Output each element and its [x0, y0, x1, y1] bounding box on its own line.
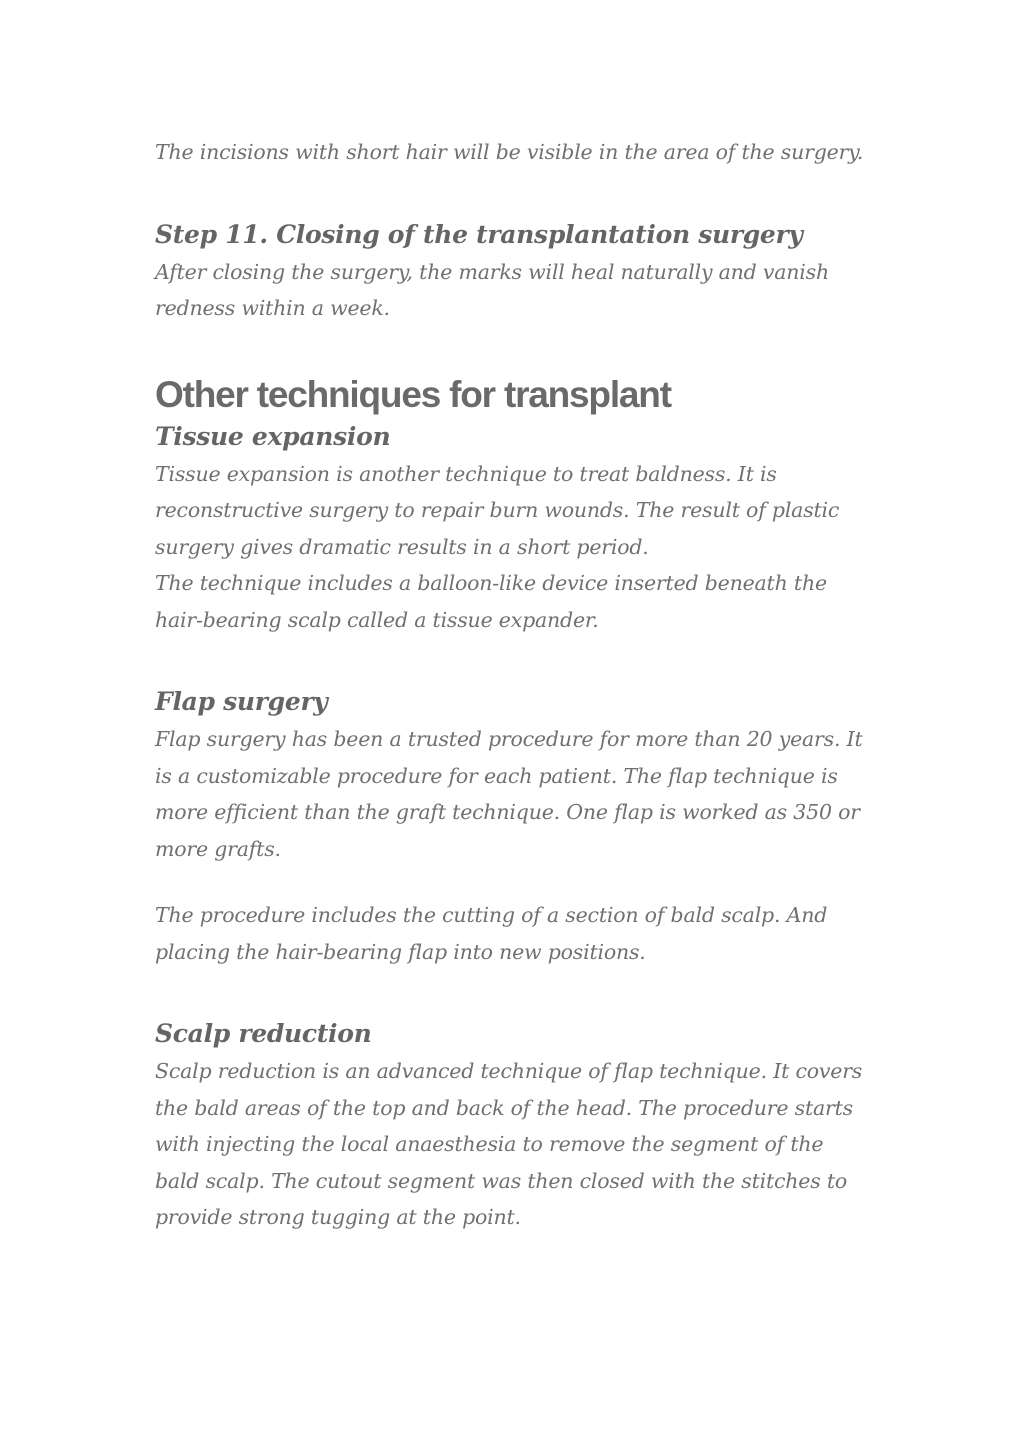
intro-paragraph: The incisions with short hair will be visible in the area of the surgery. — [155, 140, 864, 164]
flap-surgery-paragraph-2: The procedure includes the cutting of a section of bald scalp. And placing the hair-bearing flap into new positions. — [155, 903, 828, 964]
tissue-expansion-heading: Tissue expansion — [155, 421, 391, 451]
spacer — [155, 970, 870, 1015]
tissue-expansion-paragraph-2: The technique includes a balloon-like device inserted beneath the hair-bearing scalp called a tissue expander. — [155, 571, 827, 632]
document-page — [155, 134, 870, 1236]
spacer — [155, 867, 870, 897]
step-11-paragraph: After closing the surgery, the marks will heal naturally and vanish redness within a week. — [155, 259, 829, 320]
flap-surgery-heading: Flap surgery — [155, 687, 328, 716]
other-techniques-heading: Other techniques for transplant — [155, 373, 671, 415]
spacer — [155, 638, 870, 683]
flap-surgery-paragraph-1: Flap surgery has been a trusted procedure for more than 20 years. It is a customizable procedure for each patient. The flap technique is more efficient than the graft technique. One flap is worked as 350 or more grafts. — [155, 727, 863, 861]
spacer — [155, 327, 870, 372]
tissue-expansion-paragraph-1: Tissue expansion is another technique to treat baldness. It is reconstructive surgery to repair burn wounds. The result of plastic surgery gives dramatic results in a short period. — [155, 461, 840, 559]
spacer — [155, 171, 870, 216]
scalp-reduction-paragraph: Scalp reduction is an advanced technique of flap technique. It covers the bald areas of the top and back of the head. The procedure starts with injecting the local anaesthesia to remove the segment of the bald scalp. The cutout segment was then closed with the stitches to provide strong tugging at the point. — [155, 1059, 863, 1229]
scalp-reduction-heading: Scalp reduction — [155, 1019, 372, 1048]
step-11-heading: Step 11. Closing of the transplantation surgery — [155, 219, 803, 249]
